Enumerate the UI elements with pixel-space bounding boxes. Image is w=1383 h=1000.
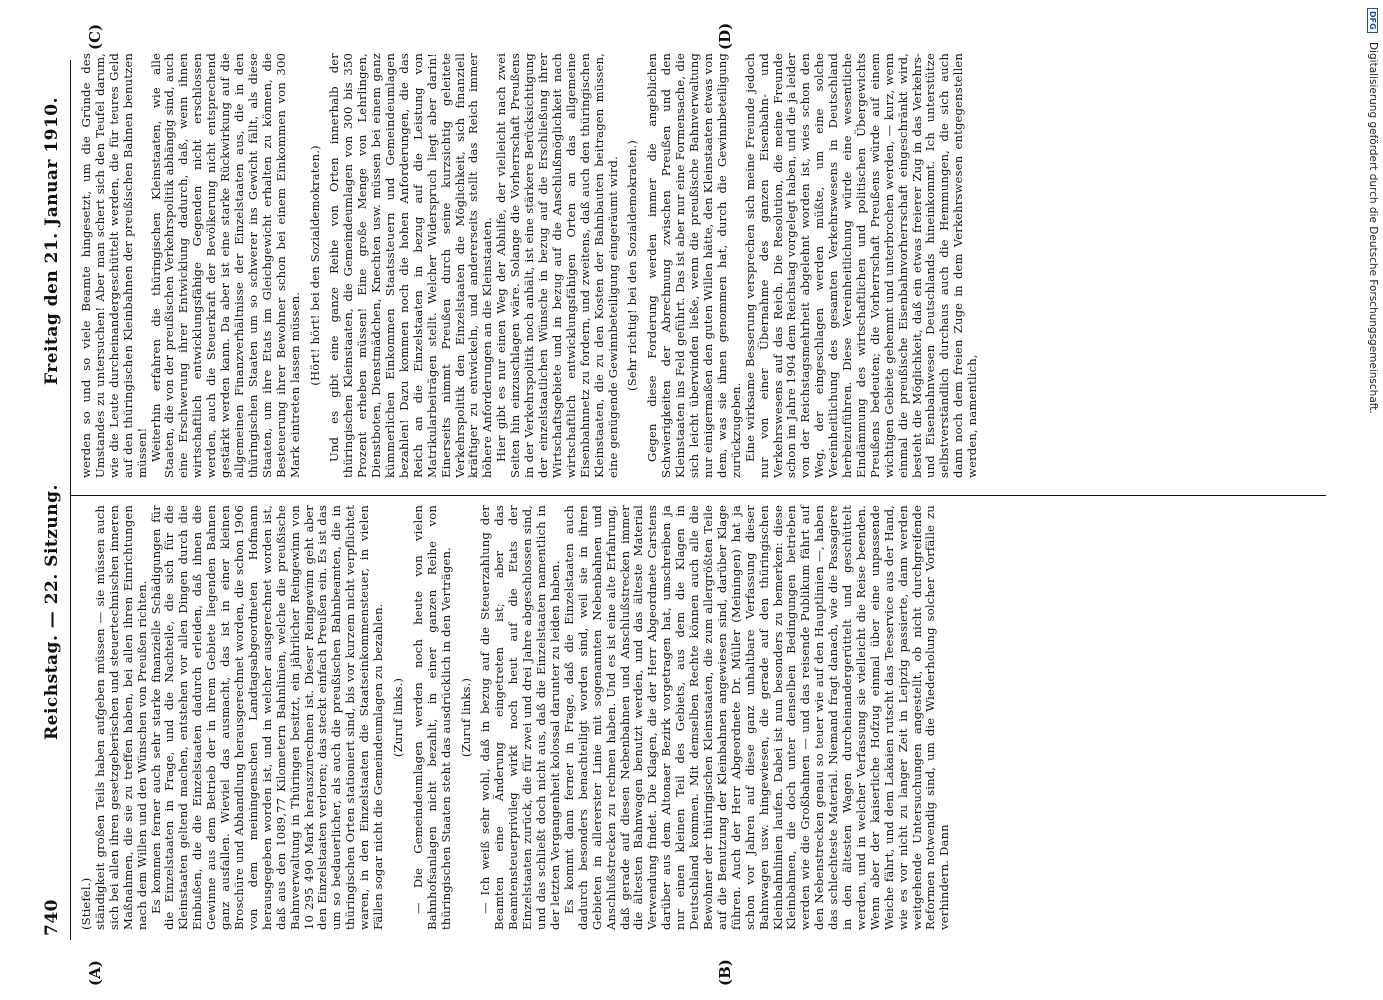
interjection: (Sehr richtig! bei den Sozialdemokraten.) <box>625 140 640 391</box>
margin-marker-b: (B) <box>716 959 734 986</box>
header-rule <box>70 60 71 940</box>
interjection: (Zuruf links.) <box>390 677 405 758</box>
interjection: (Zuruf links.) <box>458 677 473 758</box>
paragraph: Es kommen ferner auch sehr starke finanzielle Schädigungen für die Einzelstaaten in Frage, und die Nachteile, die sich für die Kleinstaaten geltend machen, entstehen vor allen Dingen durch die Einbußen, die die Einzelstaaten dadurch erleiden, daß ihnen die Gewinne aus dem Betrieb der in ihrem Gebiete liegenden Bahnen ganz ausfallen. Wieviel das ausmacht, das ist in einer kleinen Broschüre und Abhandlung herausgerechnet worden, die schon 1906 von dem meiningenschen Landtagsabgeordneten Hofmann herausgegeben worden ist, und in welcher ausgerechnet worden ist, daß aus den 1089,77 Kilometern Bahnlinien, welche die preußische Bahnverwaltung in Thüringen besitzt, ein jährlicher Reingewinn von 10 295 490 Mark herauszurechnen ist. Dieser Reingewinn geht aber den Einzelstaaten verloren; das steckt einfach Preußen ein. Es ist das um so bedauerlicher, als auch die preußischen Bahnbeamten, die in thüringischen Orten stationiert sind, bis vor kurzem nicht verpflichtet waren, in den Einzelstaaten die Staatseinkommensteuer, in vielen Fällen sogar nicht die Gemeindeumlagen zu bezahlen. <box>148 505 386 930</box>
margin-marker-d: (D) <box>716 22 734 50</box>
dfg-logo: DFG <box>1367 8 1378 33</box>
side-credit <box>1365 8 1379 993</box>
paragraph: — Ich weiß sehr wohl, daß in bezug auf die Steuerzahlung der Beamten eine Änderung eingetreten ist; aber das Beamtensteuerprivileg wirkt noch heut auf die Etats der Einzelstaaten zurück, die für zwei und drei Jahre abgeschlossen sind, und das schließt doch nicht aus, daß die Einzelstaaten namentlich in der letzten Vergangenheit kolossal darunter zu leiden haben. <box>478 505 562 930</box>
paragraph: ständigkeit großen Teils haben aufgeben müssen — sie müssen auch sich bei allen ihren gesetzgeberischen und steuertechnischen inneren Maßnahmen, die sie zu treffen haben, bei allen ihren Einrichtungen nach dem Willen und den Wünschen von Preußen richten. <box>92 505 149 930</box>
column-divider <box>70 495 1326 496</box>
paragraph: Hier gibt es nur einen Weg der Abhilfe, der vielleicht nach zwei Seiten hin einzuschlagen wäre. Solange die Vorherrschaft Preußens in der Verkehrspolitik noch anhält, ist eine stärkere Berücksichtigung der einzelstaatlichen Wünsche in bezug auf die Erschließung ihrer Wirtschaftsgebiete und in bezug auf die Anschlußmöglichkeit nach wirtschaftlich entwicklungsfähigen Orten an das allgemeine Eisenbahnnetz zu fordern, und zweitens, daß auch den thüringischen Kleinstaaten, die zu den Kosten der Bahnbauten beitragen müssen, eine genügende Gewinnbeteiligung eingeräumt wird. <box>494 53 620 478</box>
margin-marker-a: (A) <box>86 960 104 986</box>
page-header <box>40 60 68 940</box>
margin-marker-c: (C) <box>86 23 104 50</box>
paragraph: Eine wirksame Besserung versprechen sich meine Freunde jedoch nur von einer Übernahme des ganzen Eisenbahn- und Verkehrswesens auf das Reich. Die Resolution, die meine Freunde schon im Jahre 1904 dem Reichstag vorgelegt haben, und die ja leider von der Reichstagsmehrheit abgelehnt worden ist, wies schon den Weg, der eingeschlagen werden müßte, um eine solche Vereinheitlichung des gesamten Verkehrswesens in Deutschland herbeizuführen. Diese Vereinheitlichung würde eine wesentliche Eindämmung des wirtschaftlichen und politischen Übergewichts Preußens bedeuten; die Vorherrschaft Preußens würde auf einem wichtigen Gebiete gehemmt und unterbrochen werden, — kurz, wenn einmal die preußische Eisenbahnvorherrschaft eingeschränkt wird, besteht die Möglichkeit, daß ein etwas freierer Zug in das Verkehrs- und Eisenbahnwesen Deutschlands hineinkommt. Ich unterstütze selbstverständlich durchaus auch die Hemmungen, die sich auch dann noch dem freien Zuge in dem Verkehrswesen entgegenstellen werden, namentlich, <box>742 53 980 478</box>
paragraph: (Stiefel.) <box>79 877 93 930</box>
left-column <box>80 505 952 930</box>
paragraph: Es kommt dann ferner in Frage, daß die Einzelstaaten auch dadurch besonders benachteiligt worden sind, weil sie in ihren Gebieten in allererster Linie mit sogenannten Nebenbahnen und Anschlußstrecken zu rechnen haben. Und es ist eine alte Erfahrung, daß gerade auf diesen Nebenbahnen und Anschlußstrecken immer die ältesten Bahnwagen benutzt werden, und das älteste Material Verwendung findet. Die Klagen, die der Herr Abgeordnete Carstens darüber aus dem Altonaer Bezirk vorgetragen hat, umschreiben ja nur einen kleinen Teil des Gebiets, aus dem die Klagen in Deutschland kommen. Mit demselben Rechte können auch alle die Bewohner der thüringischen Kleinstaaten, die zum allergrößten Teile auf die Benutzung der Kleinbahnen angewiesen sind, darüber Klage führen. Auch der Herr Abgeordnete Dr. Müller (Meiningen) hat ja schon vor Jahren auf diese ganz unhaltbare Verfassung dieser Bahnwagen usw. hingewiesen, die gerade auf den thüringischen Kleinbahnlinien laufen. Dabei ist nun besonders zu bemerken: diese Kleinbahnen, die doch unter denselben Bedingungen betrieben werden wie die Großbahnen — und das reisende Publikum fährt auf den Nebenstrecken genau so teuer wie auf den Hauptlinien —, haben das schlechteste Material. Niemand fragt danach, wie die Passagiere in den ältesten Wagen durcheinandergerüttelt und geschüttelt werden, und in welcher Verfassung sie vielleicht die Reise beenden. Wenn aber der kaiserliche Hofzug einmal über eine unpassende Weiche fährt, und dem Lakaien rutscht das Teeservice aus der Hand, wie es vor nicht zu langer Zeit in Leipzig passierte, dann werden weitgehende Untersuchungen angestellt, ob nicht durchgreifende Reformen notwendig sind, um die Wiederholung solcher Vorfälle zu verhindern. Dann <box>561 505 952 930</box>
interjection: (Hört! hört! bei den Sozialdemokraten.) <box>307 145 322 386</box>
session-date: Freitag den 21. Januar 1910. <box>42 96 62 385</box>
right-column <box>80 53 980 478</box>
paragraph: — Die Gemeindeumlagen werden noch heute von vielen Bahnhofsanlagen nicht bezahlt, in einer ganzen Reihe von thüringischen Staaten steht das ausdrücklich in den Verträgen. <box>410 505 453 930</box>
paragraph: werden so und so viele Beamte hingesetzt, um die Gründe des Umstandes zu untersuchen! Aber man schert sich den Teufel darum, wie die Leute durcheinandergeschüttelt werden, die für teures Geld auf den thüringischen Kleinbahnen der preußischen Bahnen benutzen müssen! <box>79 53 149 478</box>
paragraph: Weiterhin erfahren die thüringischen Kleinstaaten, wie alle Staaten, die von der preußischen Verkehrspolitik abhängig sind, auch eine Erschwerung ihrer Entwicklung dadurch, daß, wenn ihnen wirtschaftlich entwicklungsfähige Gegenden nicht erschlossen werden, auch die Steuerkraft der Bevölkerung nicht entsprechend gestärkt werden kann. Da aber ist eine starke Rückwirkung auf die allgemeinen Finanzverhältnisse der Einzelstaaten aus, die in den thüringischen Staaten um so schwerer ins Gewicht fällt, als diese Staaten, um ihre Etats im Gleichgewicht erhalten zu können, die Besteuerung ihrer Bewohner schon bei einem Einkommen von 300 Mark eintreten lassen müssen. <box>148 53 302 478</box>
paragraph: Gegen diese Forderung werden immer die angeblichen Schwierigkeiten der Abrechnung zwischen Preußen und den Kleinstaaten ins Feld geführt. Das ist aber nur eine Formensache, die sich leicht überwinden ließe, wenn die preußische Bahnverwaltung nur einigermaßen den guten Willen hätte, den Kleinstaaten etwas von dem, was sie ihnen genommen hat, durch die Gewinnbeteiligung zurückzugeben. <box>645 53 743 478</box>
credit-text: Digitalisierung gefördert durch die Deutsche Forschungsgemeinschaft. <box>1367 42 1379 414</box>
session-title: Reichstag. — 22. Sitzung. <box>42 484 62 740</box>
paragraph: Und es gibt eine ganze Reihe von Orten innerhalb der thüringischen Kleinstaaten, die Gemeindeumlagen von 300 bis 350 Prozent erheben müssen! Eine große Menge von Lehrlingen, Dienstboten, Dienstmädchen, Knechten usw. müssen bei einem ganz kümmerlichen Einkommen Staatssteuern und Gemeindeumlagen bezahlen! Dazu kommen noch die hohen Anforderungen, die das Reich an die Einzelstaaten in bezug auf die Leistung von Matrikularbeiträgen stellt. Welcher Widerspruch liegt aber darin! Einerseits nimmt Preußen durch seine kurzsichtig geleitete Verkehrspolitik den Einzelstaaten die Möglichkeit, sich finanziell kräftiger zu entwickeln, und andererseits stellt das Reich immer höhere Anforderungen an die Kleinstaaten. <box>327 53 495 478</box>
page-number: 740 <box>42 899 62 936</box>
